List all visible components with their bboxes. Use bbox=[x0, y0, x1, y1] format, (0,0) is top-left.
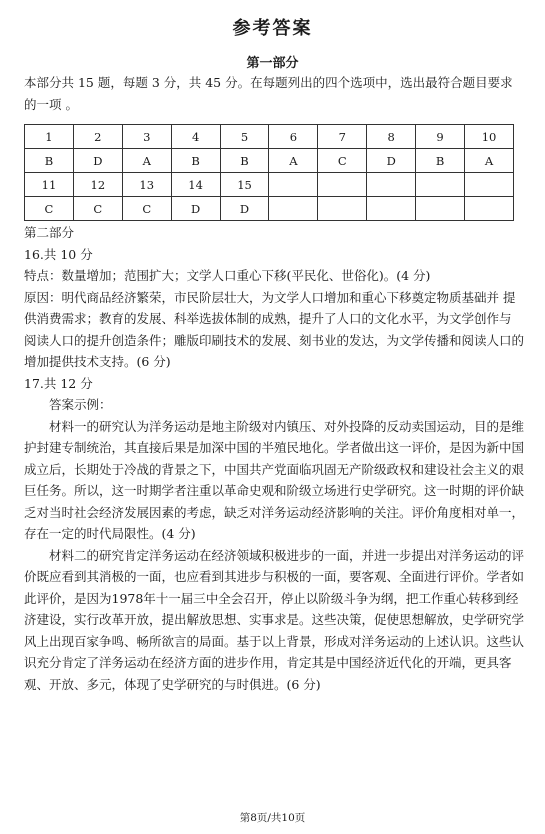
part2-section bbox=[24, 222, 524, 695]
table-cell: 1 bbox=[25, 125, 74, 149]
table-cell: C bbox=[25, 197, 74, 221]
table-cell bbox=[465, 173, 514, 197]
table-cell: 12 bbox=[73, 173, 122, 197]
part2-heading: 第二部分 bbox=[24, 225, 75, 240]
page-title: 参考答案 bbox=[232, 18, 313, 39]
table-cell: 2 bbox=[73, 125, 122, 149]
table-cell: B bbox=[25, 149, 74, 173]
table-cell: 6 bbox=[269, 125, 318, 149]
table-cell: B bbox=[220, 149, 269, 173]
table-cell bbox=[269, 173, 318, 197]
table-cell: A bbox=[269, 149, 318, 173]
table-cell: D bbox=[73, 149, 122, 173]
table-cell bbox=[416, 173, 465, 197]
table-cell: 13 bbox=[122, 173, 171, 197]
table-cell bbox=[318, 173, 367, 197]
table-cell: 14 bbox=[171, 173, 220, 197]
q17-title: 17.共 12 分 bbox=[24, 375, 93, 391]
answer-table bbox=[24, 124, 514, 221]
part1-heading: 第一部分 bbox=[246, 56, 299, 71]
q16-title: 16.共 10 分 bbox=[24, 246, 93, 262]
page-number: 第8页/共10页 bbox=[239, 812, 306, 824]
table-row bbox=[25, 149, 514, 173]
table-cell: 15 bbox=[220, 173, 269, 197]
table-cell: C bbox=[73, 197, 122, 221]
table-cell: A bbox=[465, 149, 514, 173]
table-cell bbox=[269, 197, 318, 221]
table-cell: B bbox=[416, 149, 465, 173]
table-row bbox=[25, 197, 514, 221]
q17-paragraph-2: 材料二的研究肯定洋务运动在经济领域积极进步的一面，并进一步提出对洋务运动的评价既应看到其消极的一面，也应看到其进步与积极的一面，要客观、全面进行评价。学者如此评价，是因为1978年十一届三中全会召开，停止以阶级斗争为纲，把工作重心转移到经 济建设，实行改革开放，提出解放思想、实事求是。这些决策，促使思想解放，史学研究学 风上出现百家争鸣、畅所欲言的局面。基于以上背景，形成对洋务运动的上述认识。这些认 识充分肯定了洋务运动在经济方面的进步作用，肯定其是中国经济近代化的开端，更具客观、开放、多元，体现了史学研究的与时俱进。(6 分) bbox=[24, 547, 525, 692]
table-cell bbox=[416, 197, 465, 221]
table-cell: C bbox=[318, 149, 367, 173]
table-cell: 5 bbox=[220, 125, 269, 149]
table-cell: D bbox=[171, 197, 220, 221]
q16-features: 特点：数量增加；范围扩大；文学人口重心下移(平民化、世俗化)。(4 分) bbox=[24, 268, 431, 283]
table-cell bbox=[318, 197, 367, 221]
table-cell: 10 bbox=[465, 125, 514, 149]
table-cell: D bbox=[367, 149, 416, 173]
table-cell bbox=[367, 173, 416, 197]
q17-example-label: 答案示例： bbox=[49, 397, 112, 412]
table-cell bbox=[367, 197, 416, 221]
table-cell: A bbox=[122, 149, 171, 173]
table-cell: B bbox=[171, 149, 220, 173]
part1-intro-text: 本部分共 15 题，每题 3 分，共 45 分。在每题列出的四个选项中，选出最符合题目要求的一项 。 bbox=[24, 75, 513, 112]
table-cell: 7 bbox=[318, 125, 367, 149]
table-row bbox=[25, 125, 514, 149]
q17-paragraph-1: 材料一的研究认为洋务运动是地主阶级对内镇压、对外投降的反动卖国运动，目的是维护封建专制统治，其直接后果是加深中国的半殖民地化。学者做出这一评价，是因为新中国成立后，长期处于冷战的背景之下，中国共产党面临巩固无产阶级政权和建设社会主义的艰巨任务。所以，这一时期学者注重以革命史观和阶级立场进行史学研究。这一时期的评价缺乏对当时社会经济发展因素的考虑，缺乏对洋务运动经济影响的关注。评价角度相对单一，存在一定的时代局限性。(4 分) bbox=[24, 418, 525, 541]
table-cell: 9 bbox=[416, 125, 465, 149]
table-cell: 11 bbox=[25, 173, 74, 197]
part1-intro bbox=[24, 72, 524, 115]
table-row bbox=[25, 173, 514, 197]
table-cell: 4 bbox=[171, 125, 220, 149]
table-cell: C bbox=[122, 197, 171, 221]
table-cell: 8 bbox=[367, 125, 416, 149]
table-cell: D bbox=[220, 197, 269, 221]
q16-reasons: 原因：明代商品经济繁荣，市民阶层壮大，为文学人口增加和重心下移奠定物质基础并 提供消费需求；教育的发展、科举选拔体制的成熟，提升了人口的文化水平，为文学创作与 阅读人口的提升创造条件；雕版印刷技术的发展、刻书业的发达，为文学传播和阅读人口的增加提供技术支持。(6 分) bbox=[24, 289, 525, 369]
table-cell bbox=[465, 197, 514, 221]
table-cell: 3 bbox=[122, 125, 171, 149]
